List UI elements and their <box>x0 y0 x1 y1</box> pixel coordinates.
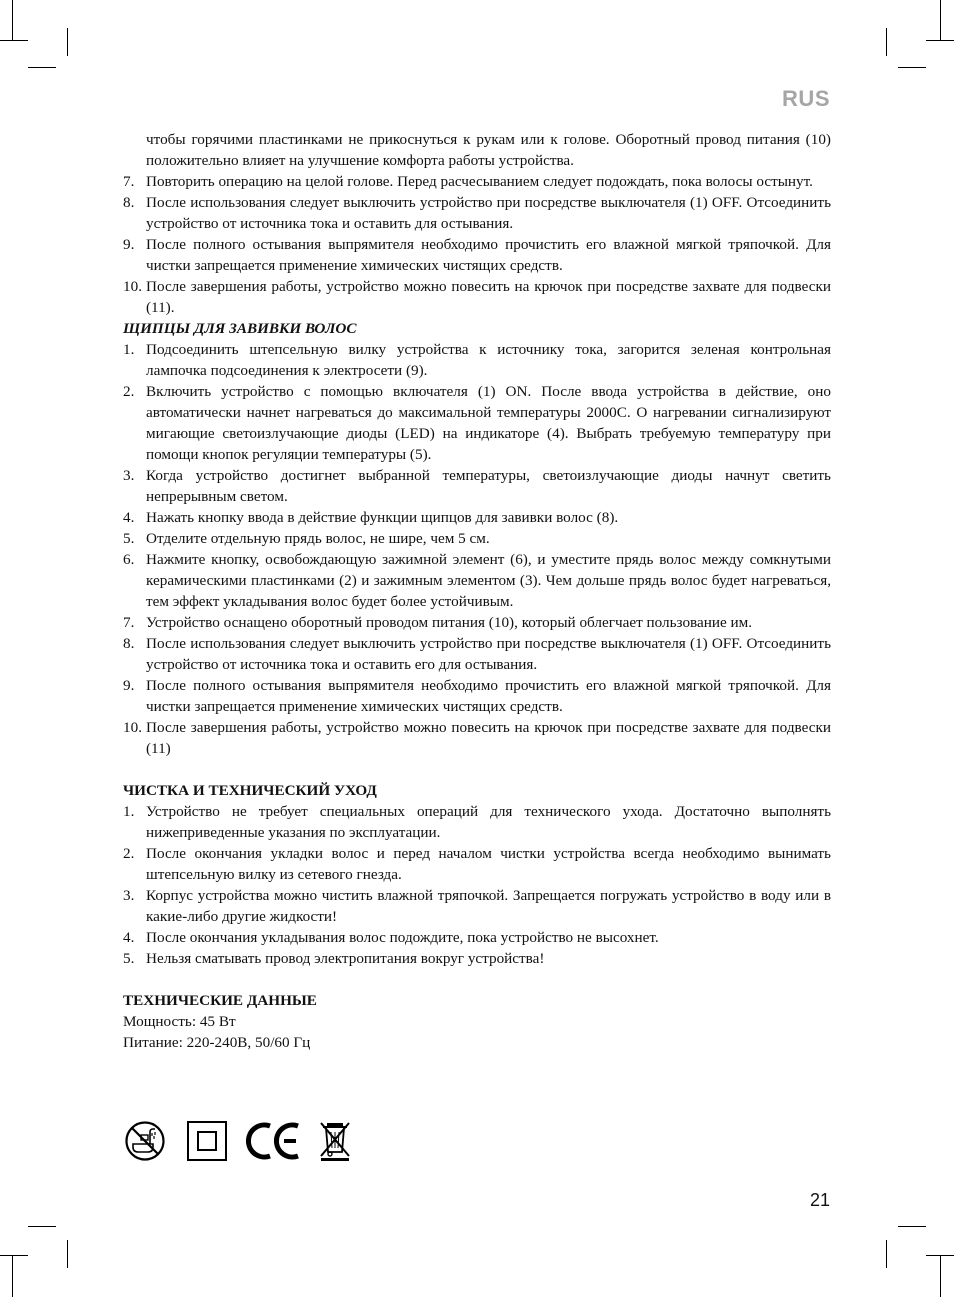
crop-mark <box>940 0 941 40</box>
tech-specs <box>123 1011 831 1053</box>
list-item: 5. Нельзя сматывать провод электропитания вокруг устройства! <box>123 950 545 967</box>
list-item: 7. Повторить операцию на целой голове. Перед расчесыванием следует подождать, пока волосы остынут. <box>123 173 813 190</box>
list-straightener-steps <box>123 171 831 318</box>
page-number: 21 <box>809 1190 830 1210</box>
crop-mark <box>926 1255 954 1256</box>
list-item: 8. После использования следует выключить устройство при посредстве выключателя (1) OFF. Отсоединить устройство от источника тока и оставить его для остывания. <box>123 635 831 673</box>
list-item: 5. Отделите отдельную прядь волос, не шире, чем 5 см. <box>123 530 490 547</box>
no-water-bath-icon <box>124 1120 166 1162</box>
crop-mark <box>940 1255 941 1297</box>
list-item: 1. Устройство не требует специальных операций для технического ухода. Достаточно выполнять нижеприведенные указания по эксплуатации. <box>123 803 831 841</box>
list-item: 1. Подсоединить штепсельную вилку устройства к источнику тока, загорится зеленая контрольная лампочка подсоединения к электросети (9). <box>123 341 831 379</box>
spec-power: Мощность: 45 Вт <box>123 1013 236 1030</box>
list-item: 8. После использования следует выключить устройство при посредстве выключателя (1) OFF. Отсоединить устройство от источника тока и оставить для остывания. <box>123 194 831 232</box>
list-item: 3. Корпус устройства можно чистить влажной тряпочкой. Запрещается погружать устройство в воду или в какие-либо другие жидкости! <box>123 887 831 925</box>
crop-mark <box>0 40 28 41</box>
list-item: 9. После полного остывания выпрямителя необходимо прочистить его влажной мягкой тряпочкой. Для чистки запрещается применение химических чистящих средств. <box>123 236 831 274</box>
crop-mark <box>28 1226 56 1227</box>
crop-mark <box>12 1255 13 1297</box>
section-heading-care: ЧИСТКА И ТЕХНИЧЕСКИЙ УХОД <box>123 782 377 799</box>
crop-mark <box>898 1226 926 1227</box>
list-item: 2. После окончания укладки волос и перед началом чистки устройства всегда необходимо вынимать штепсельную вилку из сетевого гнезда. <box>123 845 831 883</box>
double-insulation-icon <box>186 1120 228 1162</box>
crop-mark <box>0 1255 28 1256</box>
crop-mark <box>67 1240 68 1268</box>
language-label: RUS <box>782 86 830 111</box>
ce-mark-icon <box>246 1120 302 1162</box>
manual-content <box>123 129 831 1053</box>
list-curling-steps <box>123 339 831 759</box>
crop-mark <box>886 1240 887 1268</box>
list-item: 3. Когда устройство достигнет выбранной температуры, светоизлучающие диоды начнут светить непрерывным светом. <box>123 467 831 505</box>
crop-mark <box>28 67 56 68</box>
list-item: 9. После полного остывания выпрямителя необходимо прочистить его влажной мягкой тряпочкой. Для чистки запрещается применение химических чистящих средств. <box>123 677 831 715</box>
crop-mark <box>67 28 68 56</box>
list-item: 4. После окончания укладывания волос подождите, пока устройство не высохнет. <box>123 929 659 946</box>
list-item: 7. Устройство оснащено оборотный проводом питания (10), который облегчает пользование им. <box>123 614 753 631</box>
list-care-steps <box>123 801 831 969</box>
section-heading-curling: ЩИПЦЫ ДЛЯ ЗАВИВКИ ВОЛОС <box>123 320 357 337</box>
section-heading-tech: ТЕХНИЧЕСКИЕ ДАННЫЕ <box>123 992 317 1009</box>
crop-mark <box>898 67 926 68</box>
list-item: 6. Нажмите кнопку, освобождающую зажимной элемент (6), и уместите прядь волос между сомкнутыми керамическими пластинками (2) и зажимным элементом (3). Чем дольше прядь волос будет нагреваться, тем эффект укладывания волос будет более устойчивым. <box>123 551 831 610</box>
list-item: 4. Нажать кнопку ввода в действие функции щипцов для завивки волос (8). <box>123 509 619 526</box>
spec-supply: Питание: 220-240В, 50/60 Гц <box>123 1034 311 1051</box>
list-item: 2. Включить устройство с помощью включателя (1) ON. После ввода устройства в действие, оно автоматически начнет нагреваться до максимальной температуры 2000С. О нагревании сигнализируют мигающие светоизлучающие диоды (LED) на индикаторе (4). Выбрать требуемую температуру при помощи кнопок регуляции температуры (5). <box>123 383 831 463</box>
crop-mark <box>926 40 954 41</box>
list-item: 10. После завершения работы, устройство можно повесить на крючок при посредстве захвате для подвески (11). <box>123 278 831 316</box>
certification-symbols <box>124 1120 352 1162</box>
list-item: 10. После завершения работы, устройство можно повесить на крючок при посредстве захвате для подвески (11) <box>123 719 831 757</box>
crop-mark <box>886 28 887 56</box>
weee-crossed-bin-icon <box>318 1120 352 1162</box>
intro-paragraph: чтобы горячими пластинками не прикоснуться к рукам или к голове. Оборотный провод питания (10) положительно влияет на улучшение комфорта работы устройства. <box>146 131 831 169</box>
crop-mark <box>12 0 13 40</box>
